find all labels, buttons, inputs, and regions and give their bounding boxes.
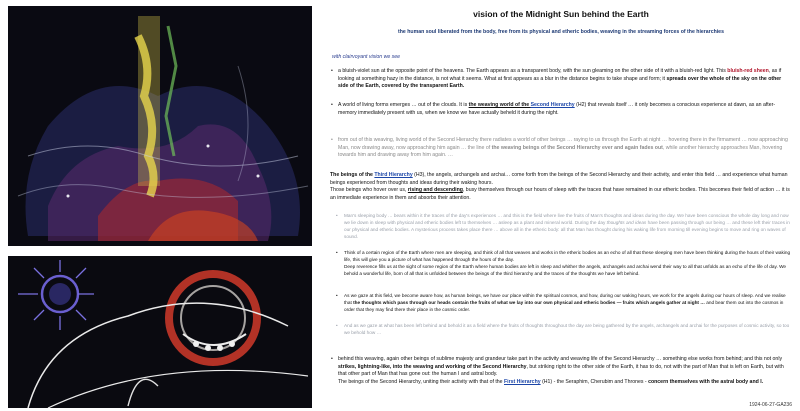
earth-and-hierarchies-drawing — [8, 256, 312, 408]
paragraph-gaze-field: • As we gaze at this field, we become aware how, as human beings, we have our place within the spiritual cosmos, and how, during our waking hours, we work for the angels during our hours of sleep. And we realise that the thoughts which pass through our heads contain the fruits of what we lay into our own physical and etheric bodies — fruits which angels gather at night … and bear them out into the cosmos in order that they may find there their place in the cosmic order. — [330, 293, 792, 314]
artwork-top — [8, 6, 312, 246]
paragraph-first-hierarchy: • behind this weaving, again other beings of sublime majesty and grandeur take part in the activity and weaving life of the Second Hierarchy … something else works from behind; and this not only strikes, lightning-like, into the weaving and working of the Second Hierarchy, but striking right to the other side of the Earth, it has to do, not with the part of Man that is left on Earth, but with that other part of Man that has gone out: the human I and astral body. The beings of the Second Hierarchy, uniting their activity with that of the First Hierarchy (H1) - the Seraphim, Cherubim and Thrones - concern themselves with the astral body and I. — [330, 356, 792, 386]
artwork-bottom — [8, 256, 312, 408]
sun-behind-earth-drawing — [8, 6, 312, 246]
second-hierarchy-link[interactable]: Second Hierarchy — [530, 102, 575, 108]
page-subtitle: the human soul liberated from the body, free from its physical and etheric bodies, weaving in the streaming forces of the hierarchies — [398, 29, 724, 35]
source-reference: 1924-06-27-GA236 — [749, 402, 792, 408]
third-hierarchy-link[interactable]: Third Hierarchy — [374, 172, 413, 178]
paragraph-fruits-gathered: • And as we gaze at what has been left behind and behold it as a field where the fruits of thoughts throughout the day are being gathered by the angels, archangels and archai for the purposes of cosmic activity, so too we behold how … — [330, 323, 792, 337]
paragraph-third-hierarchy: The beings of the Third Hierarchy (H3), the angels, archangels and archai… come forth from the beings of the Second Hierarchy and their activity, and enter this field … and experience what human beings experienced from thoughts and ideas during their waking hours. Those beings who hover over us, rising and descending, busy themselves through our hours of sleep with the traces that have remained in our etheric bodies. This becomes their field of action … it is an immediate experience in them and absorbs their attention. — [330, 172, 790, 201]
paragraph-weaving-world: • A world of living forms emerges … out of the clouds. It is the weaving world of the Second Hierarchy (H2) that reveals itself … it only becomes a conscious experience at dawn, as an after-memory immediately present with us, when we know we have actually beheld it during the night. — [330, 102, 792, 117]
clairvoyant-label: with clairvoyant vision we see — [332, 54, 401, 60]
paragraph-other-beings: • from out of this weaving, living world of the Second Hierarchy there radiates a world of other beings … raying to us through the Earth at night … hovering there in the firmament … now approaching Man, now drawing away, now approaching him again … the line of the weaving beings of the Second Hierarchy ever and again fades out, while another hierarchy approaches Man, hovering towards him and drawing away from him again. … — [330, 137, 792, 160]
paragraph-sleeping-region: • Think of a certain region of the Earth where men are sleeping, and think of all that weaves and works in the etheric bodies as an echo of all that these sleeping men have been thinking during the hours of their waking life, this will give you a picture of what has happened through the hours of the day. Deep reverence fills us at the sight of some region of the Earth where human bodies are left in sleep and whither the angels, archangels and archai wend their way to all that unfolds as an echo of the life of day. We behold a wonderful life, born of all that is unfolded between the beings of the third hierarchy and the traces of the thoughts we have left behind. — [330, 250, 792, 278]
first-hierarchy-link[interactable]: First Hierarchy — [504, 378, 541, 385]
paragraph-bluish-violet-sun: • a bluish-violet sun at the opposite point of the heavens. The Earth appears as a transparent body, with the sun gleaming on the other side of it with a bluish-red light. This bluish-red sheen, as if looking at something hazy in the distance, is not what it seems. What at first appears as a blur in the distance begins to take shape and form; it spreads over the whole of the sky on the other side of the Earth, covered by the transparent Earth. — [330, 68, 792, 91]
page-title: vision of the Midnight Sun behind the Earth — [473, 9, 649, 19]
paragraph-sleeping-body: • Man's sleeping body … bears within it the traces of the day's experiences … and this is the field where live the fruits of Man's thoughts and ideas during the day. We have been conscious the whole day long and now we lie down in sleep with physical and etheric bodies left to themselves … asleep as a plant and mineral world. During the day thoughts and ideas have been passing through our being … and these left their traces in our physical and etheric bodies. A mysterious process takes place there … above all in the etheric body: all that Man has thought during his waking life from morning till evening begins to move and ring on waves of sound. — [330, 213, 792, 241]
